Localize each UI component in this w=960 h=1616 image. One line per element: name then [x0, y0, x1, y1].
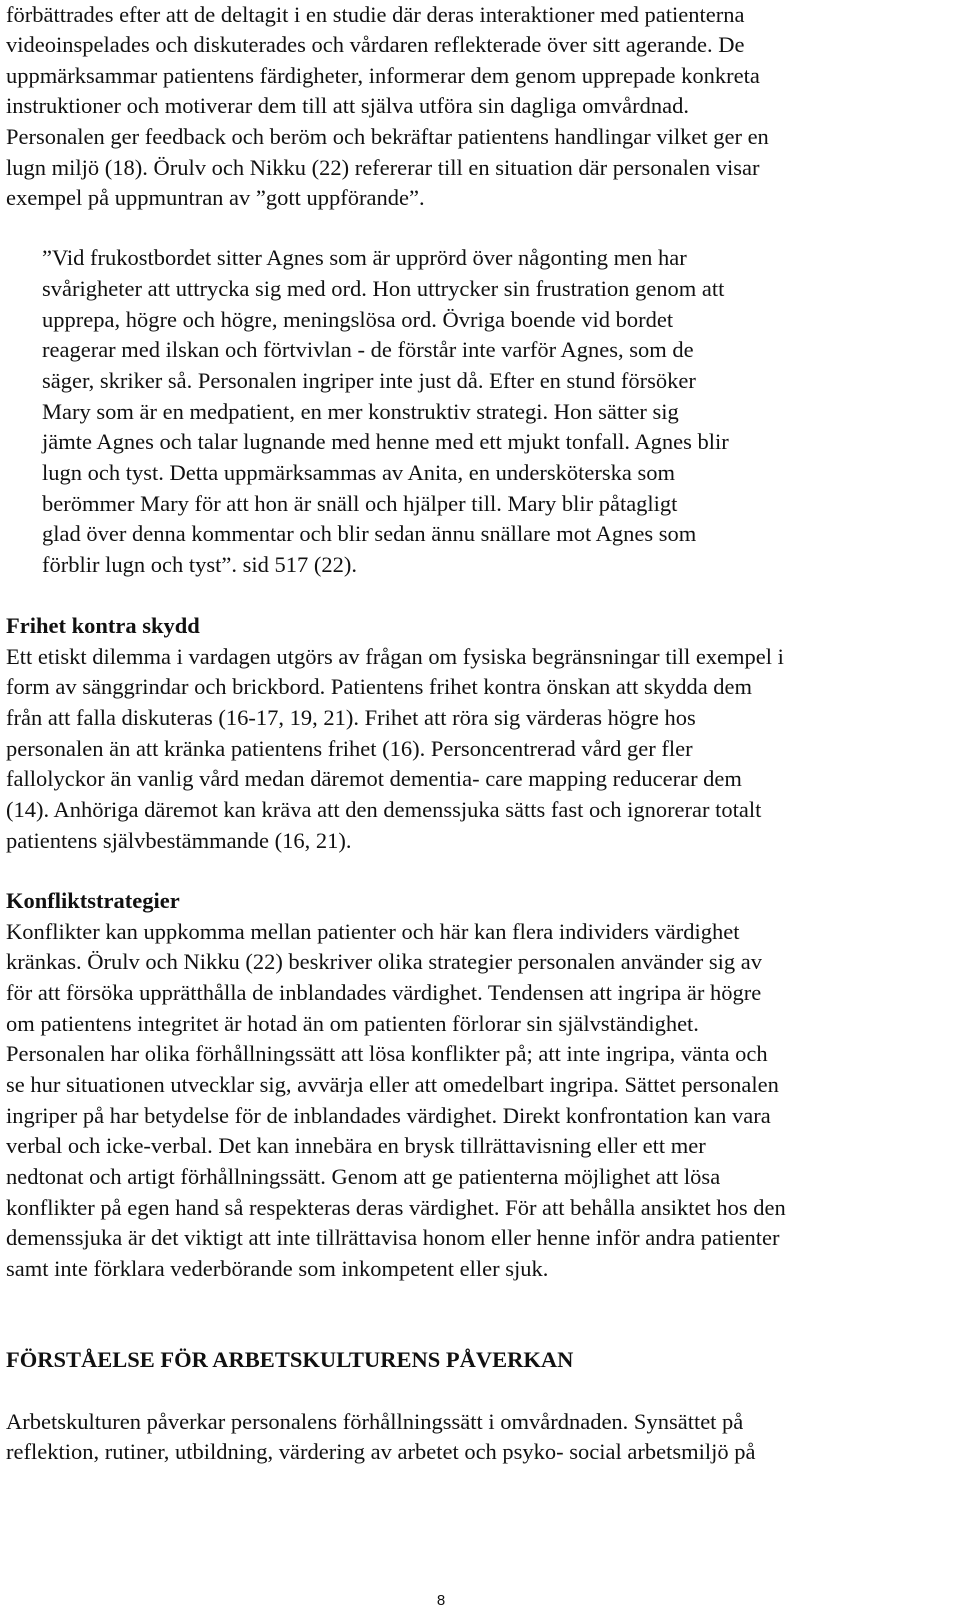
quote-line: Mary som är en medpatient, en mer konstruktiv strategi. Hon sätter sig [42, 399, 679, 424]
text-line: konflikter på egen hand så respekteras deras värdighet. För att behålla ansiktet hos den [6, 1195, 786, 1220]
text-line: patientens självbestämmande (16, 21). [6, 828, 352, 853]
quote-line: svårigheter att uttrycka sig med ord. Hon uttrycker sin frustration genom att [42, 276, 725, 301]
text-line: fallolyckor än vanlig vård medan däremot dementia- care mapping reducerar dem [6, 766, 742, 791]
text-line: exempel på uppmuntran av ”gott uppförande”. [6, 185, 425, 210]
text-line: samt inte förklara vederbörande som inkompetent eller sjuk. [6, 1256, 549, 1281]
text-line: från att falla diskuteras (16-17, 19, 21). Frihet att röra sig värderas högre hos [6, 705, 696, 730]
quote-line: berömmer Mary för att hon är snäll och hjälper till. Mary blir påtagligt [42, 491, 678, 516]
quote-line: reagerar med ilskan och förtvivlan - de förstår inte varför Agnes, som de [42, 337, 694, 362]
quote-line: säger, skriker så. Personalen ingriper inte just då. Efter en stund försöker [42, 368, 696, 393]
text-line: Arbetskulturen påverkar personalens förhållningssätt i omvårdnaden. Synsättet på [6, 1409, 744, 1434]
text-line: lugn miljö (18). Örulv och Nikku (22) refererar till en situation där personalen visar [6, 155, 760, 180]
chapter-heading: FÖRSTÅELSE FÖR ARBETSKULTURENS PÅVERKAN [6, 1347, 574, 1372]
quote-line: glad över denna kommentar och blir sedan ännu snällare mot Agnes som [42, 521, 697, 546]
text-line: Ett etiskt dilemma i vardagen utgörs av frågan om fysiska begränsningar till exempel i [6, 644, 784, 669]
text-line: kränkas. Örulv och Nikku (22) beskriver olika strategier personalen använder sig av [6, 949, 763, 974]
text-line: (14). Anhöriga däremot kan kräva att den demenssjuka sätts fast och ignorerar totalt [6, 797, 762, 822]
text-line: förbättrades efter att de deltagit i en studie där deras interaktioner med patienterna [6, 2, 745, 27]
text-line: personalen än att kränka patientens frihet (16). Personcentrerad vård ger fler [6, 736, 693, 761]
page-number: 8 [436, 1592, 446, 1609]
text-line: se hur situationen utvecklar sig, avvärja eller att omedelbart ingripa. Sättet personalen [6, 1072, 779, 1097]
quote-line: lugn och tyst. Detta uppmärksammas av Anita, en undersköterska som [42, 460, 675, 485]
text-line: för att försöka upprätthålla de inblandades värdighet. Tendensen att ingripa är högre [6, 980, 762, 1005]
section-heading: Konfliktstrategier [6, 888, 180, 913]
text-line: videoinspelades och diskuterades och vårdaren reflekterade över sitt agerande. De [6, 32, 745, 57]
text-line: demenssjuka är det viktigt att inte tillrättavisa honom eller henne inför andra patienter [6, 1225, 780, 1250]
quote-line: jämte Agnes och talar lugnande med henne med ett mjukt tonfall. Agnes blir [42, 429, 729, 454]
text-line: uppmärksammar patientens färdigheter, informerar dem genom upprepade konkreta [6, 63, 760, 88]
text-line: Personalen har olika förhållningssätt att lösa konflikter på; att inte ingripa, vänta och [6, 1041, 768, 1066]
section-heading: Frihet kontra skydd [6, 613, 200, 638]
quote-line: ”Vid frukostbordet sitter Agnes som är upprörd över någonting men har [42, 245, 687, 270]
text-line: Konflikter kan uppkomma mellan patienter och här kan flera individers värdighet [6, 919, 740, 944]
text-line: om patientens integritet är hotad än om patienten förlorar sin självständighet. [6, 1011, 699, 1036]
text-line: form av sänggrindar och brickbord. Patientens frihet kontra önskan att skydda dem [6, 674, 753, 699]
text-line: ingriper på har betydelse för de inblandades värdighet. Direkt konfrontation kan vara [6, 1103, 771, 1128]
quote-line: förblir lugn och tyst”. sid 517 (22). [42, 552, 357, 577]
text-line: instruktioner och motiverar dem till att själva utföra sin dagliga omvårdnad. [6, 93, 689, 118]
text-line: reflektion, rutiner, utbildning, värdering av arbetet och psyko- social arbetsmiljö på [6, 1439, 756, 1464]
text-line: verbal och icke-verbal. Det kan innebära en brysk tillrättavisning eller ett mer [6, 1133, 706, 1158]
text-line: Personalen ger feedback och beröm och bekräftar patientens handlingar vilket ger en [6, 124, 769, 149]
text-line: nedtonat och artigt förhållningssätt. Genom att ge patienterna möjlighet att lösa [6, 1164, 721, 1189]
quote-line: upprepa, högre och högre, meningslösa ord. Övriga boende vid bordet [42, 307, 674, 332]
